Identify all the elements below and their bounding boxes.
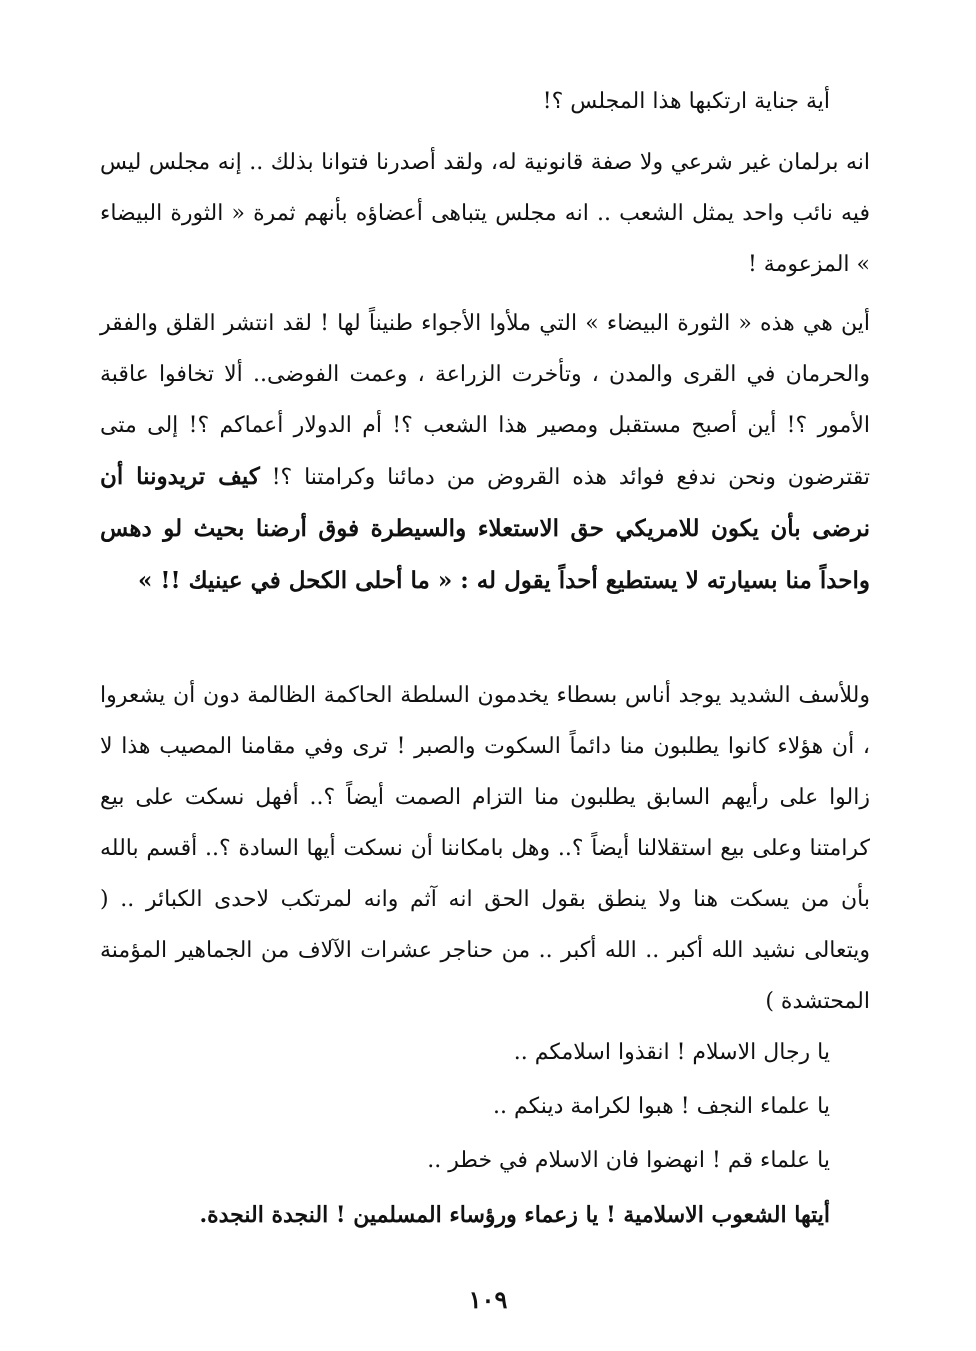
page-number: ١٠٩ (468, 1285, 508, 1314)
call-line-najaf-scholars: يا علماء النجف ! هبوا لكرامة دينكم .. (493, 1094, 830, 1119)
calls-list (130, 1026, 830, 1242)
call-line-islamic-peoples: أيتها الشعوب الاسلامية ! يا زعماء ورؤساء المسلمين ! النجدة النجدة. (199, 1202, 830, 1228)
paragraph-illegitimate-parliament: انه برلمان غير شرعي ولا صفة قانونية له، ولقد أصدرنا فتوانا بذلك .. إنه مجلس ليس فيه نائب واحد يمثل الشعب .. انه مجلس يتباهى أعضاؤه بأنهم ثمرة « الثورة البيضاء » المزعومة ! (100, 150, 870, 277)
call-line-men-of-islam: يا رجال الاسلام ! انقذوا اسلامكم .. (513, 1040, 830, 1065)
emphasized-passage: كيف تريدوننا أن نرضى بأن يكون للامريكي حق الاستعلاء والسيطرة فوق أرضنا بحيث لو دهس واحداً منا بسيارته لا يستطيع أحداً يقول له : « ما أحلى الكحل في عينيك !! » (100, 463, 870, 594)
paragraph-white-revolution-text: أين هي هذه « الثورة البيضاء » التي ملأوا الأجواء طنيناً لها ! لقد انتشر القلق والفقر والحرمان في القرى والمدن ، وتأخرت الزراعة ، وعمت الفوضى.. ألا تخافوا عاقبة الأمور ؟! أين أصبح مستقبل ومصير هذا الشعب ؟! أم الدولار أعماكم ؟! إلى متى تقترضون ونحن ندفع فوائد هذه القروض من دمائنا وكرامتنا ؟! (100, 311, 870, 490)
call-line-qom-scholars: يا علماء قم ! انهضوا فان الاسلام في خطر .. (427, 1148, 830, 1173)
paragraph-call-to-speak: وللأسف الشديد يوجد أناس بسطاء يخدمون السلطة الحاكمة الظالمة دون أن يشعروا ، أن هؤلاء كانوا يطلبون منا دائماً السكوت والصبر ! ترى وفي مقامنا المصيب هذا لا زالوا على رأيهم السابق يطلبون منا التزام الصمت أيضاً ؟.. أفهل نسكت على بيع كرامتنا وعلى بيع استقلالنا أيضاً ؟.. وهل بامكاننا أن نسكت أيها السادة ؟.. أقسم بالله بأن من يسكت هنا ولا ينطق بقول الحق انه آثم وانه لمرتكب لاحدى الكبائر .. ( ويتعالى نشيد الله أكبر .. الله أكبر .. من حناجر عشرات الآلاف من الجماهير المؤمنة المحتشدة ) (100, 683, 870, 1014)
paragraph-white-revolution (100, 298, 870, 607)
opening-question: أية جناية ارتكبها هذا المجلس ؟! (542, 89, 830, 114)
